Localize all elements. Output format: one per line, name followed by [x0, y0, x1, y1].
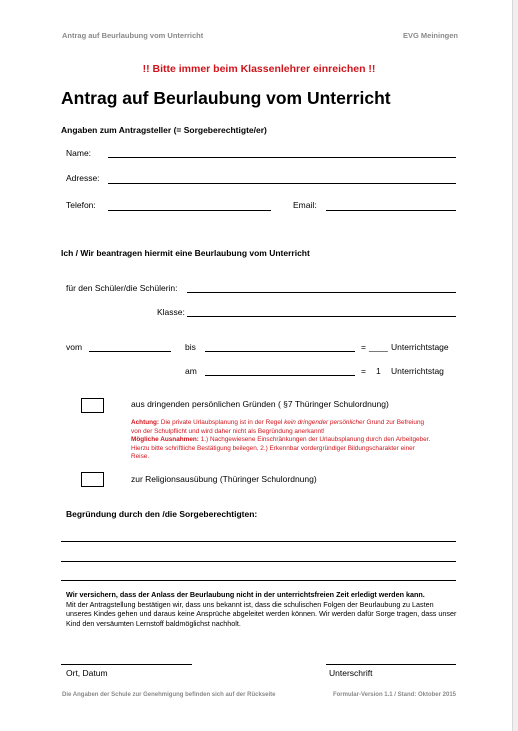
day-equals-sign: = [361, 366, 366, 376]
one-day-count: 1 [376, 366, 381, 376]
header-left: Antrag auf Beurlaubung vom Unterricht [62, 31, 204, 40]
class-label: Klasse: [157, 307, 185, 317]
name-field[interactable] [108, 157, 456, 158]
justification-heading: Begründung durch den /die Sorgeberechtigten: [66, 509, 258, 519]
class-field[interactable] [187, 316, 456, 317]
to-date-field[interactable] [205, 351, 355, 352]
page-edge-shadow [512, 0, 518, 731]
signature-field[interactable] [326, 664, 456, 665]
request-heading: Ich / Wir beantragen hiermit eine Beurlaubung vom Unterricht [61, 248, 310, 258]
applicant-heading: Angaben zum Antragsteller (= Sorgeberechtigte/er) [61, 125, 267, 135]
days-label: Unterrichtstage [391, 342, 449, 352]
assurance-bold-sentence: Wir versichern, dass der Anlass der Beurlaubung nicht in der unterrichtsfreien Zeit erledigt werden kann. [66, 590, 425, 599]
religion-reason-checkbox[interactable] [81, 472, 104, 487]
justification-line-2[interactable] [61, 561, 456, 562]
possible-exceptions-text: 1.) Nachgewiesene Einschränkungen der Urlaubsplanung durch den Arbeitgeber. Hierzu bitte schriftliche Bestätigung beilegen. 2.) Erkennbar vordergründiger Bildungscharakter einer Reise. [131, 436, 431, 461]
possible-exceptions-lead: Mögliche Ausnahmen: [131, 436, 199, 444]
address-label: Adresse: [66, 173, 100, 183]
assurance-text [66, 590, 461, 628]
days-count-field[interactable]: ____ [369, 342, 388, 352]
page-title: Antrag auf Beurlaubung vom Unterricht [61, 88, 391, 108]
student-label: für den Schüler/die Schülerin: [66, 283, 178, 293]
personal-reason-label: aus dringenden persönlichen Gründen ( §7 Thüringer Schulordnung) [131, 399, 389, 409]
footer-left: Die Angaben der Schule zur Genehmigung befinden sich auf der Rückseite [62, 692, 276, 698]
to-label: bis [185, 342, 196, 352]
justification-line-1[interactable] [61, 541, 456, 542]
warning-text-2: Grund zur Befreiung von der Schulpflicht und wird daher nicht als Begründung anerkannt! [131, 419, 425, 435]
day-label: Unterrichtstag [391, 366, 444, 376]
on-label: am [185, 366, 197, 376]
warning-italic: kein dringender persönlicher [284, 419, 365, 426]
from-date-field[interactable] [89, 351, 171, 352]
justification-line-3[interactable] [61, 580, 456, 581]
place-date-label: Ort, Datum [66, 668, 108, 678]
on-date-field[interactable] [205, 375, 355, 376]
assurance-body: Mit der Antragstellung bestätigen wir, dass uns bekannt ist, dass die schulischen Folgen der Beurlaubung zu Lasten unseres Kindes gehen und daraus keine Ansprüche abgeleitet werden können. Wir werden dafür Sorge tragen, dass unser Kind den versäumten Lernstoff baldmöglichst nachholt. [66, 599, 457, 628]
student-field[interactable] [187, 292, 456, 293]
days-equals-sign: = [361, 342, 366, 352]
warning-text-1: Die private Urlaubsplanung ist in der Regel [159, 419, 285, 426]
signature-label: Unterschrift [329, 668, 373, 678]
from-label: vom [66, 342, 83, 352]
address-field[interactable] [108, 183, 456, 184]
personal-reason-checkbox[interactable] [81, 398, 104, 413]
name-label: Name: [66, 148, 92, 158]
warning-lead: Achtung: [131, 419, 160, 426]
religion-reason-label: zur Religionsausübung (Thüringer Schulordnung) [131, 474, 317, 484]
submission-notice: !! Bitte immer beim Klassenlehrer einreichen !! [142, 63, 376, 75]
email-field[interactable] [326, 210, 456, 211]
footer-right: Formular-Version 1.1 / Stand: Oktober 2015 [332, 692, 456, 698]
phone-field[interactable] [108, 210, 271, 211]
place-date-field[interactable] [61, 664, 192, 665]
email-label: Email: [293, 200, 317, 210]
header-right: EVG Meiningen [402, 31, 458, 40]
warning-note [131, 419, 431, 462]
phone-label: Telefon: [66, 200, 96, 210]
